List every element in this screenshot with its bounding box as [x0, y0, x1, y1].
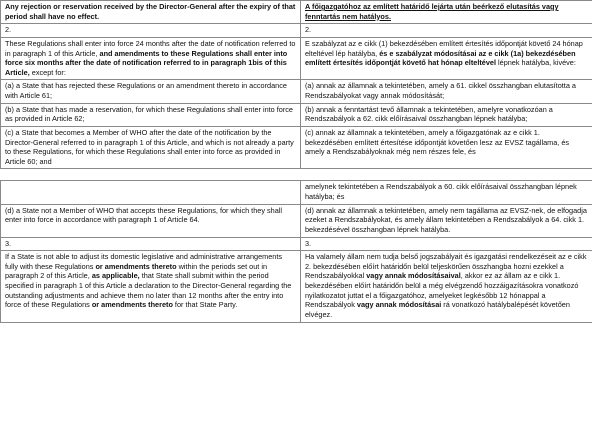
text-segment: that State shall submit within the period specified in paragraph 1 of this Article a declaration to the Director-General regarding the outstanding adjustments and achieve them no later than 12 months after the entry into force of these Regulations	[5, 271, 292, 310]
english-text-cell	[1, 103, 301, 126]
table-row	[1, 24, 592, 38]
text-segment: except for:	[29, 67, 66, 77]
table-row	[1, 1, 592, 24]
hungarian-text-cell	[301, 24, 592, 38]
text-segment: (a) a State that has rejected these Regulations or an amendment thereto in accordance with Article 61;	[5, 81, 287, 100]
text-segment: and amendments to these Regulations shall enter into force six months after the date of notification referred to in paragraph 1bis of this Article,	[5, 48, 288, 77]
text-segment: E szabályzat az e cikk (1) bekezdésében említett értesítés időpontját követő 24 hónap elteltével lép hatályba,	[305, 38, 583, 58]
text-segment: (d) a State not a Member of WHO that accepts these Regulations, for which they shall enter into force in accordance with paragraph 1 of Article 64.	[5, 205, 283, 225]
hungarian-text-cell	[301, 251, 592, 322]
text-segment: vagy annak módosításai	[356, 300, 442, 310]
text-segment: , akkor ez az állam az e cikk 1. bekezdésében előírt határidőn belül a még elvégzendő hozzáigazításokra vonatkozó nyilatkozatot juttat el a főigazgatóhoz, amelyeket legkésőbb 12 hónappal a Rendszabályok	[305, 271, 579, 310]
text-segment: lépnek hatályba, kivéve:	[495, 58, 576, 68]
text-segment: within the periods set out in paragraph 2 of this Article,	[5, 261, 267, 281]
text-segment: (a) annak az államnak a tekintetében, amely a 61. cikkel összhangban elutasította a Rendszabályokat vagy annak módosítását;	[305, 81, 576, 100]
table-gap	[0, 169, 592, 180]
english-text-cell	[1, 204, 301, 237]
table-row	[1, 126, 592, 169]
english-text-cell	[1, 237, 301, 251]
hungarian-text-cell	[301, 126, 592, 169]
english-text-cell	[1, 1, 301, 24]
table-row	[1, 251, 592, 322]
text-segment: These Regulations shall enter into force 24 months after the date of notification referred to in paragraph 1 of this Article,	[5, 38, 296, 58]
text-segment: If a State is not able to adjust its domestic legislative and administrative arrangements fully with these Regulations	[5, 252, 283, 271]
text-segment	[305, 2, 559, 21]
hungarian-text-cell	[301, 103, 592, 126]
hungarian-text-cell	[301, 80, 592, 103]
text-segment: (d) annak az államnak a tekintetében, amely nem tagállama az EVSZ-nek, de elfogadja ezeket a Rendszabályokat, és amely állam tekintetében a Rendszabályok a 64. cikk 1. bekezdésével összhangban lépnek hatályba.	[305, 205, 587, 234]
text-segment: 2.	[305, 25, 312, 35]
english-text-cell	[1, 24, 301, 38]
english-text-cell	[1, 37, 301, 80]
text-segment: as applicable,	[91, 271, 140, 281]
table-row	[1, 103, 592, 126]
hungarian-text-cell	[301, 237, 592, 251]
hungarian-text-cell	[301, 1, 592, 24]
text-segment: Any rejection or reservation received by the Director-General after the expiry of that period shall have no effect.	[5, 2, 296, 21]
text-segment: (c) a State that becomes a Member of WHO after the date of the notification by the Director-General referred to in paragraph 1 of this Article, and which is not already a party to these Regulations, for which these Regulations shall enter into force as provided in Article 60; and	[5, 127, 294, 166]
table-row	[1, 204, 592, 237]
text-segment: amelynek tekintetében a Rendszabályok a 60. cikk előírásaival összhangban lépnek hatályba; és	[305, 182, 577, 201]
english-text-cell	[1, 251, 301, 322]
text-segment: 2.	[5, 25, 12, 35]
table-row	[1, 181, 592, 204]
text-segment: Ha valamely állam nem tudja belső jogszabályait és igazgatási rendelkezéseit az e cikk 2. bekezdésében előírt határidőn belül teljeskörűen összhangba hozni ezekkel a Rendszabályokkal	[305, 252, 587, 281]
text-segment: vagy annak módosításaival	[366, 271, 461, 281]
text-segment: or amendments thereto	[91, 300, 173, 310]
hungarian-text-cell	[301, 181, 592, 204]
table-row	[1, 237, 592, 251]
table-row	[1, 80, 592, 103]
english-text-cell	[1, 80, 301, 103]
english-text-cell	[1, 126, 301, 169]
text-segment: 3.	[305, 238, 312, 248]
table-body	[1, 181, 592, 322]
comparison-table-bottom	[0, 180, 592, 322]
table-body	[1, 1, 592, 169]
text-segment: A főigazgatóhoz az említett határidő lejárta után beérkező elutasítás vagy fenntartás nem hatályos.	[305, 2, 559, 21]
text-segment: és e szabályzat módosításai az e cikk (1a) bekezdésében említett értesítés időpontját követő hat hónap elteltével	[305, 48, 576, 68]
hungarian-text-cell	[301, 37, 592, 80]
text-segment: or amendments thereto	[95, 261, 177, 271]
text-segment: rá vonatkozó hatálybalépését követően elvégez.	[305, 300, 570, 319]
text-segment: for that State Party.	[172, 300, 238, 310]
text-segment: (b) a State that has made a reservation, for which these Regulations shall enter into force as provided in Article 62;	[5, 104, 293, 124]
english-text-cell	[1, 181, 301, 204]
text-segment: 3.	[5, 238, 12, 248]
hungarian-text-cell	[301, 204, 592, 237]
table-row	[1, 37, 592, 80]
text-segment: (b) annak a fenntartást tevő államnak a tekintetében, amelyre vonatkozóan a Rendszabályok a 62. cikk előírásaival összhangban lépnek hatályba;	[305, 104, 553, 124]
comparison-table-top	[0, 0, 592, 169]
text-segment: (c) annak az államnak a tekintetében, amely a főigazgatónak az e cikk 1. bekezdésében említett értesítése időpontját követően lesz az EVSZ tagállama, és amely a Rendszabályoknak még nem részes fele, és	[305, 127, 570, 157]
